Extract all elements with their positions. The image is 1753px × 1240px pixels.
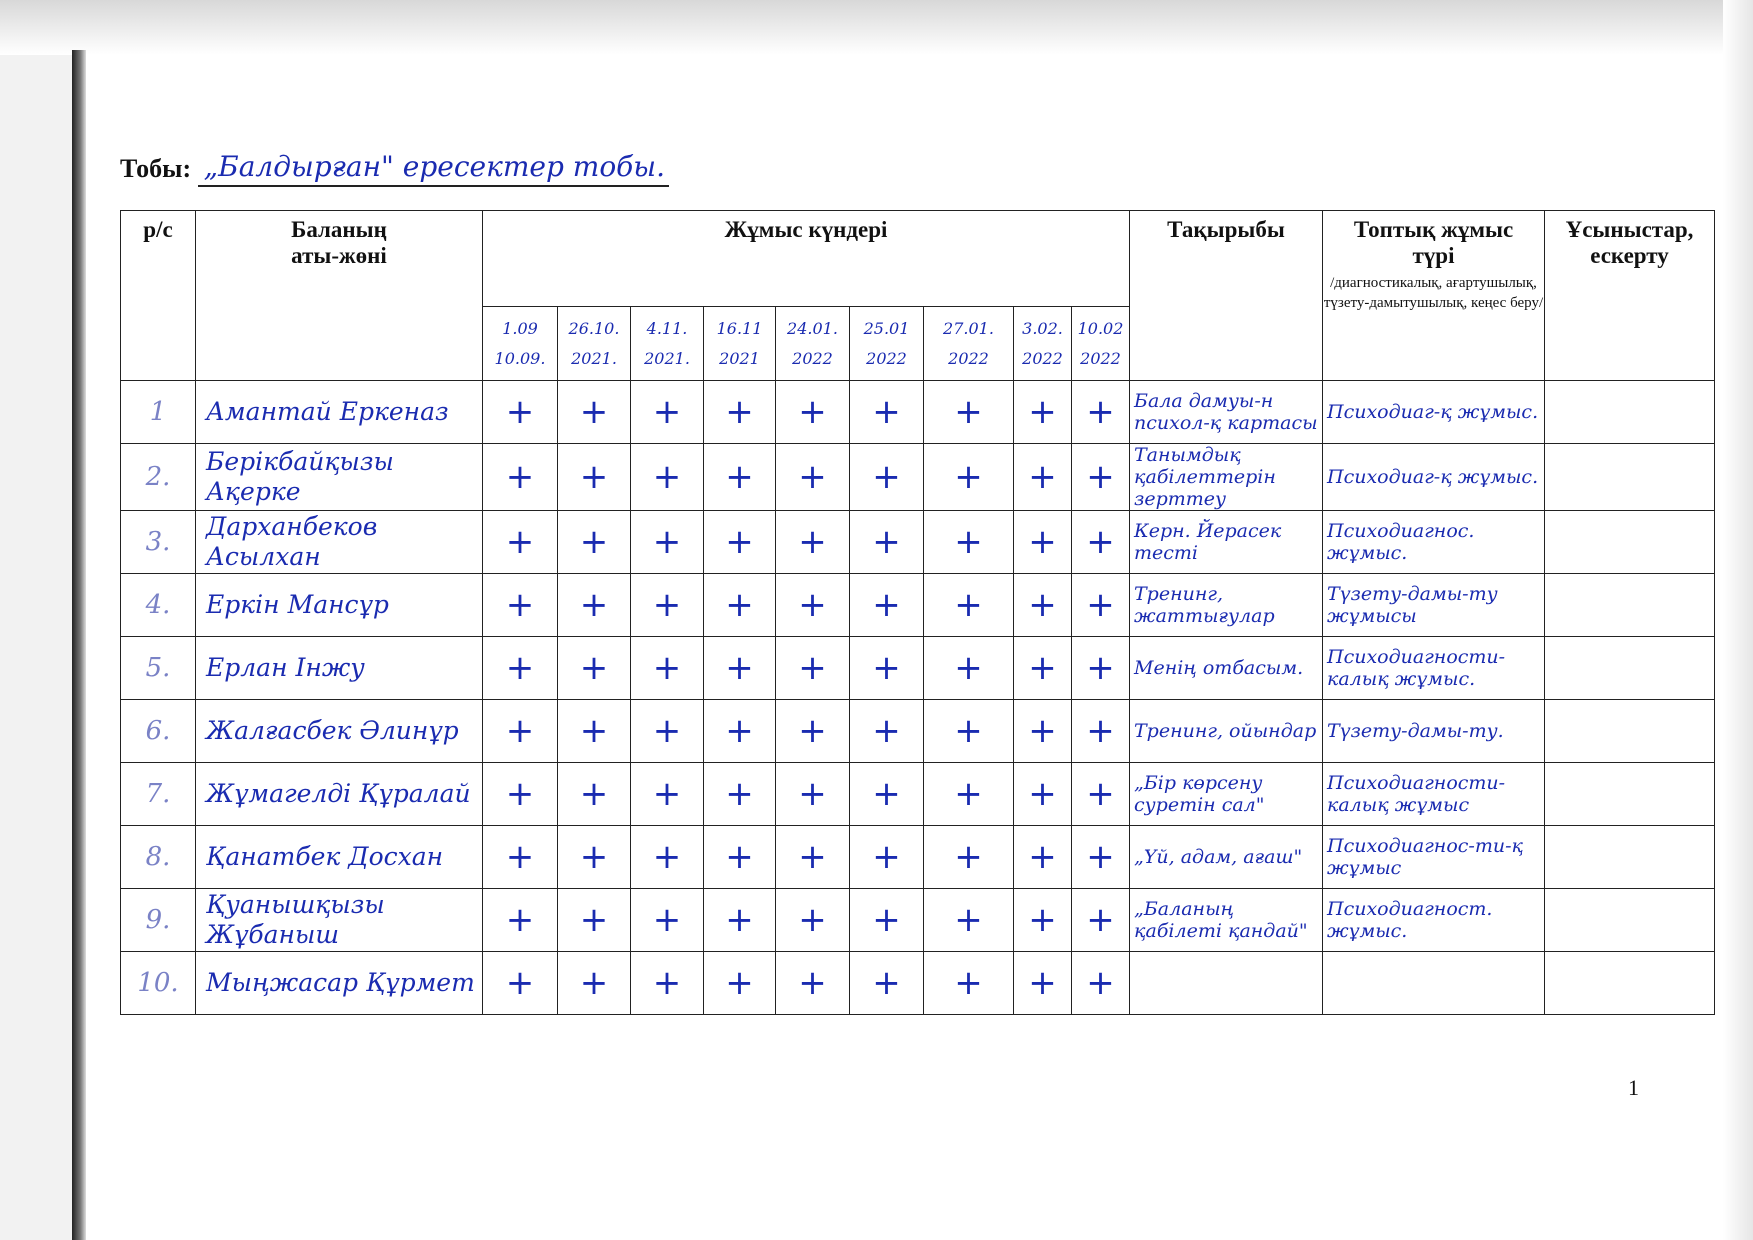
attendance-mark: + [631,444,704,511]
work-type-cell: Психодиагност. жұмыс. [1323,889,1545,952]
attendance-mark: + [1014,381,1072,444]
attendance-mark: + [1072,952,1130,1015]
attendance-mark: + [483,574,558,637]
attendance-mark: + [483,952,558,1015]
attendance-mark: + [1072,826,1130,889]
attendance-mark: + [776,952,850,1015]
topic-cell: „Баланың қабілеті қандай" [1130,889,1323,952]
row-number: 5. [121,637,196,700]
attendance-mark: + [924,511,1014,574]
attendance-mark: + [850,381,924,444]
table-row [121,889,1715,952]
attendance-mark: + [776,763,850,826]
attendance-mark: + [776,700,850,763]
attendance-mark: + [776,511,850,574]
attendance-mark: + [850,826,924,889]
table-row [121,952,1715,1015]
header-topic: Тақырыбы [1130,211,1323,381]
attendance-mark: + [1014,889,1072,952]
attendance-mark: + [1072,574,1130,637]
attendance-mark: + [1014,574,1072,637]
attendance-mark: + [1014,444,1072,511]
attendance-mark: + [850,574,924,637]
notes-cell [1545,826,1715,889]
date-2: 26.10. 2021. [558,307,631,381]
attendance-mark: + [558,826,631,889]
work-type-cell: Психодиагности-калық жұмыс [1323,763,1545,826]
attendance-mark: + [704,637,776,700]
date-6: 25.01 2022 [850,307,924,381]
table-row [121,444,1715,511]
work-type-cell: Психодиаг-қ жұмыс. [1323,381,1545,444]
table-row [121,574,1715,637]
child-name: Ерлан Інжу [196,637,483,700]
row-number: 9. [121,889,196,952]
attendance-mark: + [558,637,631,700]
attendance-mark: + [631,637,704,700]
row-number: 6. [121,700,196,763]
attendance-mark: + [558,889,631,952]
child-name: Қанатбек Досхан [196,826,483,889]
attendance-mark: + [483,511,558,574]
attendance-mark: + [1014,763,1072,826]
table-row [121,763,1715,826]
attendance-table [120,210,1715,1015]
attendance-mark: + [631,700,704,763]
attendance-mark: + [776,381,850,444]
topic-cell: „Үй, адам, ағаш" [1130,826,1323,889]
attendance-mark: + [704,444,776,511]
attendance-mark: + [1014,952,1072,1015]
attendance-mark: + [1072,700,1130,763]
header-notes-line1: Ұсыныстар, [1565,217,1694,242]
attendance-mark: + [924,952,1014,1015]
child-name: Қуанышқызы Жұбаныш [196,889,483,952]
header-notes-line2: ескерту [1590,243,1669,268]
header-kind-sub: /диагностикалық, ағартушылық, түзету-дамытушылық, кеңес беру/ [1323,275,1544,311]
child-name: Еркін Мансұр [196,574,483,637]
header-num: р/с [121,211,196,381]
table-row [121,826,1715,889]
topic-cell [1130,952,1323,1015]
attendance-mark: + [704,574,776,637]
attendance-mark: + [1014,637,1072,700]
attendance-mark: + [776,889,850,952]
attendance-mark: + [850,952,924,1015]
child-name: Амантай Еркеназ [196,381,483,444]
work-type-cell: Психодиаг-қ жұмыс. [1323,444,1545,511]
table-row [121,637,1715,700]
topic-cell: Менің отбасым. [1130,637,1323,700]
date-1: 1.09 10.09. [483,307,558,381]
row-number: 4. [121,574,196,637]
attendance-mark: + [924,763,1014,826]
attendance-mark: + [776,637,850,700]
topic-cell: Керн. Йерасек тесті [1130,511,1323,574]
attendance-mark: + [558,381,631,444]
attendance-mark: + [483,381,558,444]
topic-cell: Танымдық қабілеттерін зерттеу [1130,444,1323,511]
attendance-mark: + [924,574,1014,637]
attendance-mark: + [1072,637,1130,700]
attendance-mark: + [1072,889,1130,952]
attendance-mark: + [558,574,631,637]
row-number: 2. [121,444,196,511]
notes-cell [1545,511,1715,574]
attendance-mark: + [850,444,924,511]
attendance-mark: + [558,444,631,511]
table-row [121,511,1715,574]
attendance-mark: + [924,637,1014,700]
attendance-mark: + [704,381,776,444]
attendance-mark: + [558,511,631,574]
attendance-mark: + [483,889,558,952]
header-notes [1545,211,1715,381]
topic-cell: „Бір көрсену суретін сал" [1130,763,1323,826]
attendance-mark: + [924,700,1014,763]
child-name: Дарханбеков Асылхан [196,511,483,574]
table-row [121,381,1715,444]
work-type-cell: Түзету-дамы-ту. [1323,700,1545,763]
attendance-mark: + [1072,763,1130,826]
attendance-mark: + [850,889,924,952]
attendance-mark: + [1014,700,1072,763]
notes-cell [1545,952,1715,1015]
work-type-cell: Түзету-дамы-ту жұмысы [1323,574,1545,637]
attendance-mark: + [924,381,1014,444]
attendance-mark: + [631,381,704,444]
attendance-mark: + [704,826,776,889]
header-name-line1: Баланың [291,217,387,242]
attendance-mark: + [704,952,776,1015]
date-4: 16.11 2021 [704,307,776,381]
date-8: 3.02. 2022 [1014,307,1072,381]
notes-cell [1545,763,1715,826]
child-name: Жалғасбек Әлинұр [196,700,483,763]
group-line [120,150,669,184]
date-9: 10.02 2022 [1072,307,1130,381]
header-name [196,211,483,381]
attendance-mark: + [631,952,704,1015]
attendance-mark: + [1014,511,1072,574]
topic-cell: Бала дамуы-н психол-қ картасы [1130,381,1323,444]
attendance-mark: + [776,444,850,511]
work-type-cell: Психодиагнос-ти-қ жұмыс [1323,826,1545,889]
work-type-cell: Психодиагности-калық жұмыс. [1323,637,1545,700]
header-kind [1323,211,1545,381]
attendance-mark: + [704,763,776,826]
notes-cell [1545,381,1715,444]
attendance-mark: + [558,700,631,763]
scan-right-shade [1723,0,1753,1240]
attendance-mark: + [924,826,1014,889]
attendance-mark: + [483,763,558,826]
row-number: 1 [121,381,196,444]
work-type-cell [1323,952,1545,1015]
page-number: 1 [1628,1075,1639,1100]
date-5: 24.01. 2022 [776,307,850,381]
attendance-mark: + [850,763,924,826]
attendance-mark: + [704,511,776,574]
row-number: 10. [121,952,196,1015]
group-label: Тобы: [120,154,192,183]
table-row [121,700,1715,763]
attendance-mark: + [850,637,924,700]
attendance-mark: + [776,574,850,637]
header-dates: Жұмыс күндері [483,211,1130,307]
binding-spine [72,50,86,1240]
attendance-mark: + [631,826,704,889]
attendance-mark: + [850,511,924,574]
attendance-mark: + [631,763,704,826]
row-number: 8. [121,826,196,889]
attendance-mark: + [483,700,558,763]
header-kind-line1: Топтық жұмыс [1353,217,1514,242]
row-number: 3. [121,511,196,574]
attendance-mark: + [1014,826,1072,889]
attendance-mark: + [924,889,1014,952]
attendance-mark: + [924,444,1014,511]
attendance-mark: + [631,574,704,637]
child-name: Берікбайқызы Ақерке [196,444,483,511]
group-name: „Балдырған" ересектер тобы. [198,150,669,187]
attendance-mark: + [483,826,558,889]
scan-top-shadow [0,0,1753,55]
attendance-mark: + [704,889,776,952]
notes-cell [1545,444,1715,511]
row-number: 7. [121,763,196,826]
topic-cell: Тренинг, ойындар [1130,700,1323,763]
date-7: 27.01. 2022 [924,307,1014,381]
attendance-mark: + [1072,381,1130,444]
header-kind-line2: түрі [1412,243,1455,268]
attendance-mark: + [850,700,924,763]
attendance-mark: + [1072,511,1130,574]
header-name-line2: аты-жөні [291,243,387,268]
attendance-mark: + [483,444,558,511]
notes-cell [1545,637,1715,700]
scan-left-margin [0,40,72,1240]
child-name: Жұмагелді Құралай [196,763,483,826]
notes-cell [1545,889,1715,952]
attendance-mark: + [704,700,776,763]
notes-cell [1545,574,1715,637]
child-name: Мыңжасар Құрмет [196,952,483,1015]
notes-cell [1545,700,1715,763]
attendance-mark: + [558,952,631,1015]
work-type-cell: Психодиагнос. жұмыс. [1323,511,1545,574]
date-3: 4.11. 2021. [631,307,704,381]
attendance-mark: + [1072,444,1130,511]
attendance-mark: + [483,637,558,700]
attendance-mark: + [631,511,704,574]
attendance-mark: + [776,826,850,889]
attendance-mark: + [631,889,704,952]
topic-cell: Тренинг, жаттығулар [1130,574,1323,637]
attendance-mark: + [558,763,631,826]
